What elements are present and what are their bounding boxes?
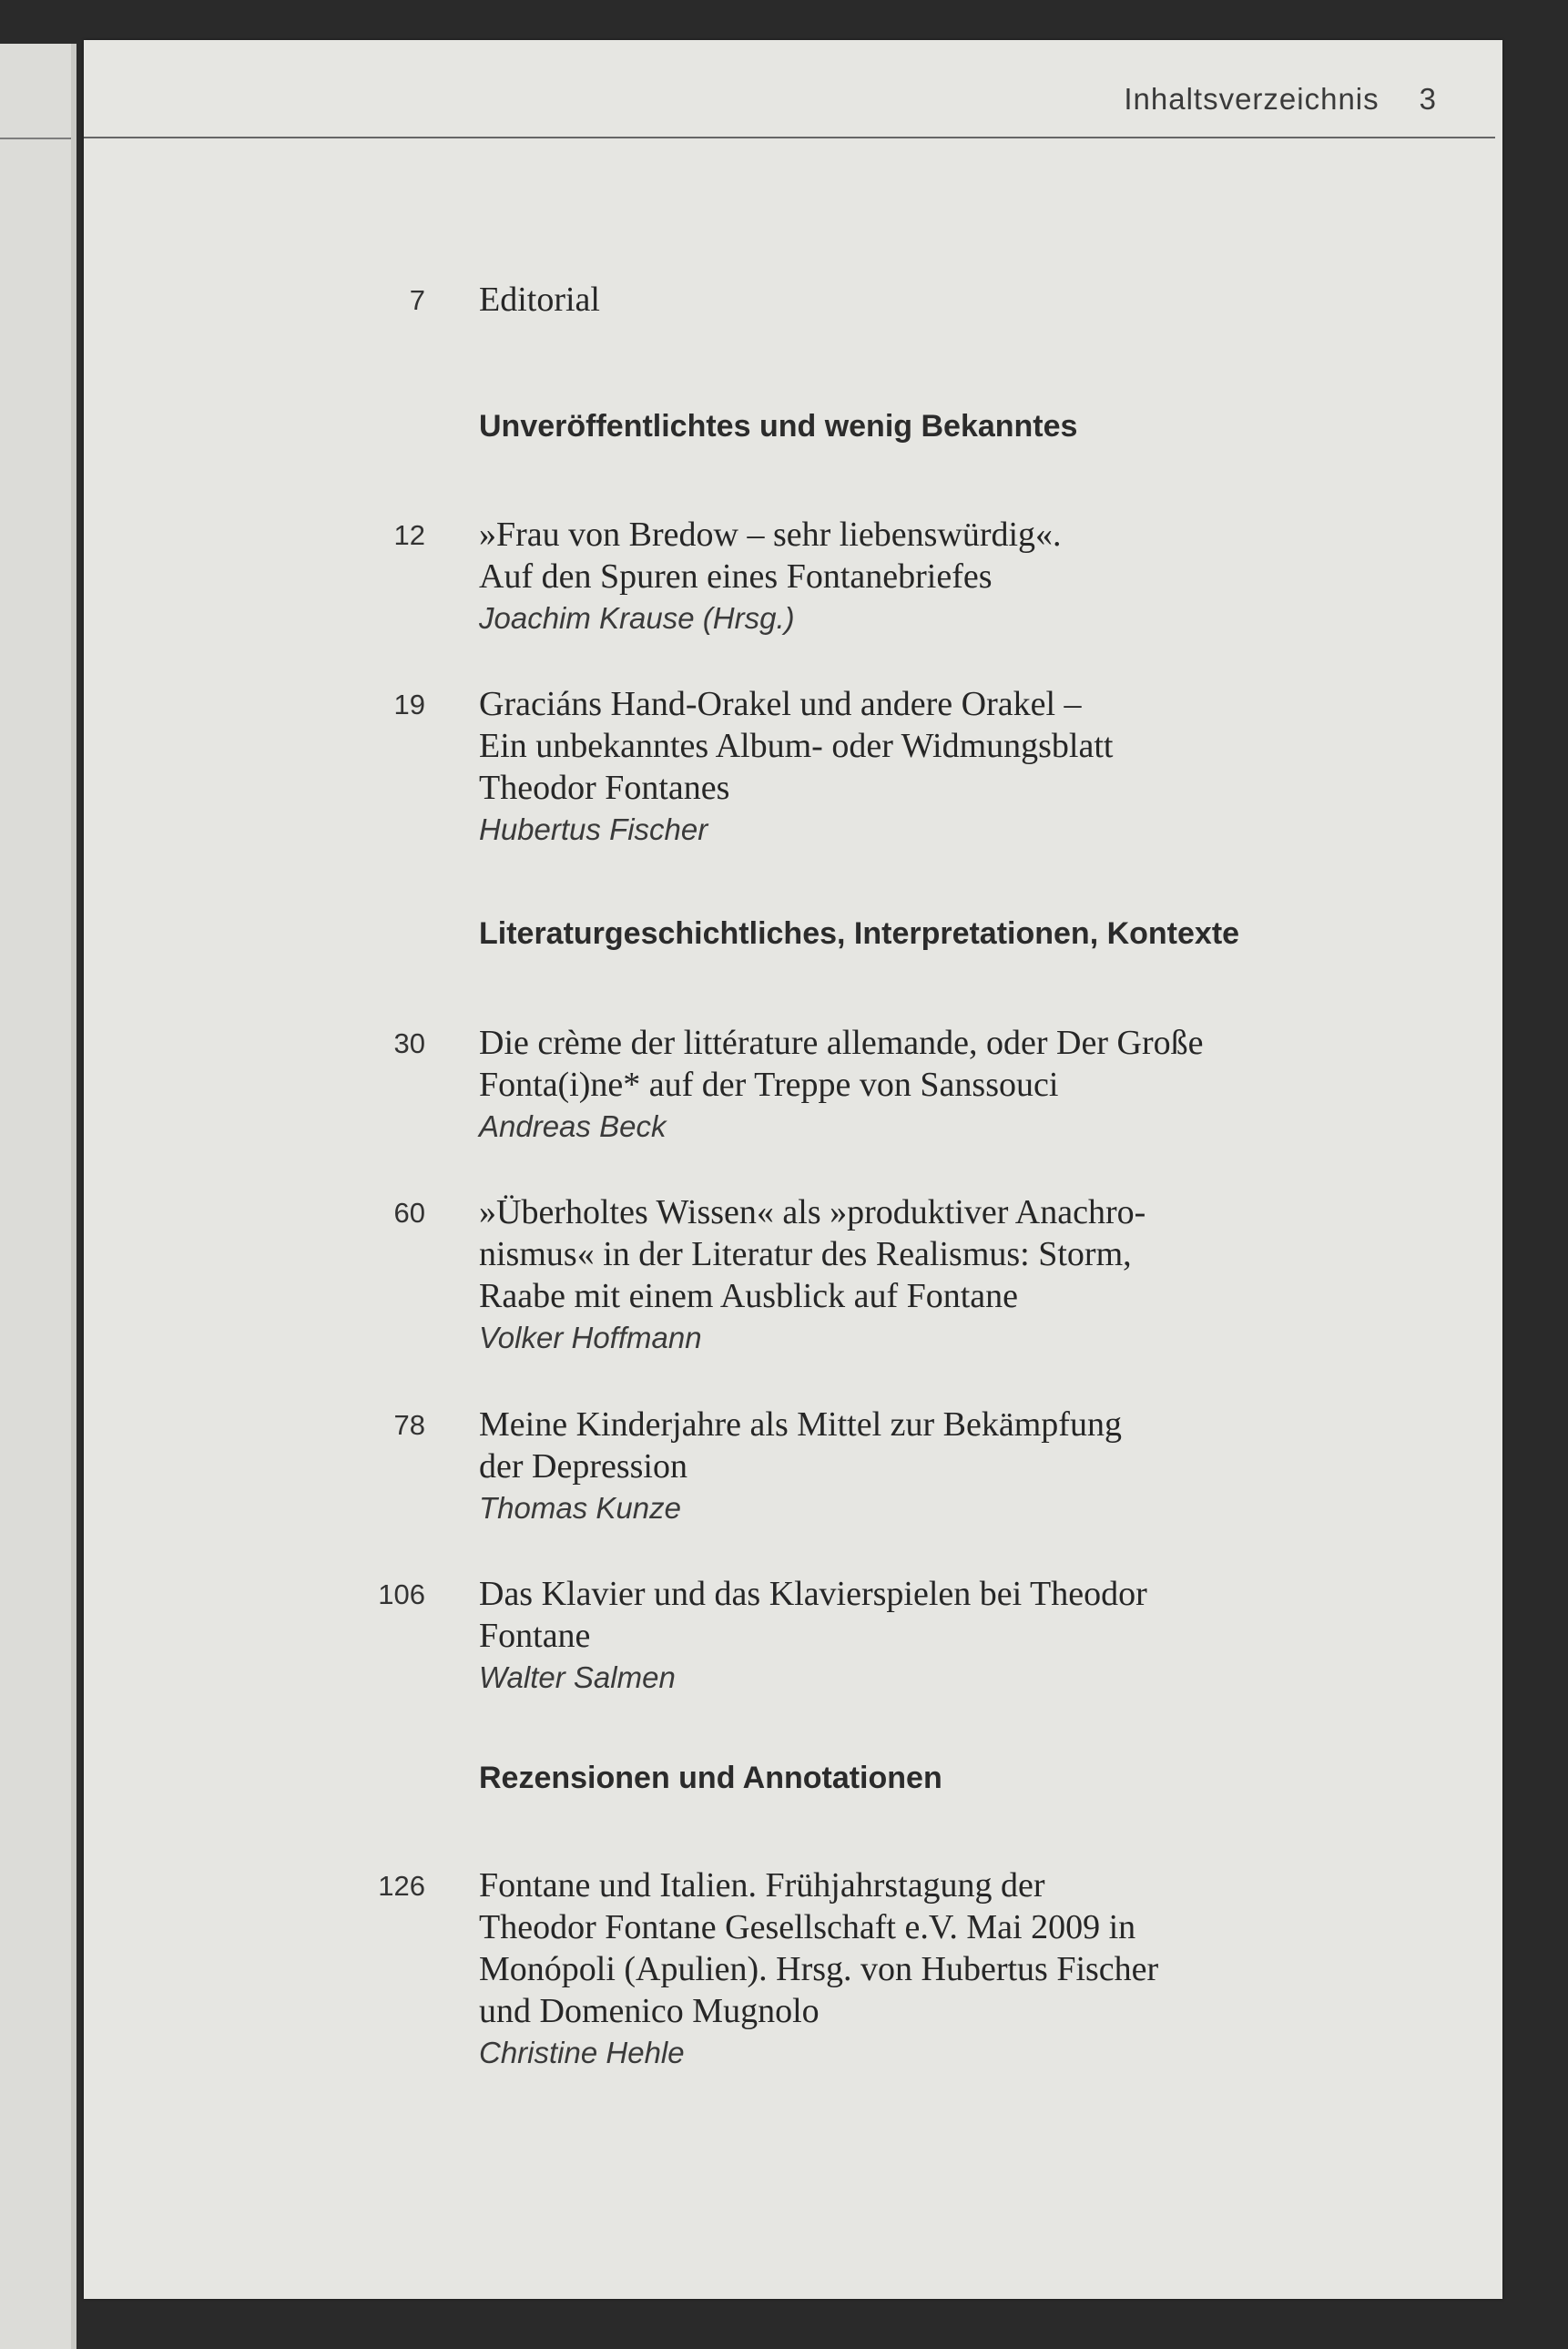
toc-title-line: »Überholtes Wissen« als »produktiver Anachro- bbox=[479, 1193, 1146, 1231]
toc-title-line: Das Klavier und das Klavierspielen bei Theodor bbox=[479, 1575, 1147, 1613]
running-title: Inhaltsverzeichnis bbox=[1124, 82, 1380, 116]
section-heading: Literaturgeschichtliches, Interpretationen, Kontexte bbox=[479, 916, 1240, 951]
toc-entry-body bbox=[479, 1191, 1426, 1359]
toc-author: Joachim Krause (Hrsg.) bbox=[479, 601, 795, 635]
toc-entry-body bbox=[479, 1404, 1426, 1529]
toc-author: Walter Salmen bbox=[479, 1660, 676, 1694]
toc-title-line: nismus« in der Literatur des Realismus: Storm, bbox=[479, 1235, 1132, 1273]
toc-title-line: Fonta(i)ne* auf der Treppe von Sanssouci bbox=[479, 1066, 1059, 1104]
toc-title-line: Monópoli (Apulien). Hrsg. von Hubertus Fischer bbox=[479, 1950, 1159, 1988]
toc-author: Hubertus Fischer bbox=[479, 812, 708, 846]
toc-title-line: Meine Kinderjahre als Mittel zur Bekämpfung bbox=[479, 1405, 1122, 1444]
toc-entry-body bbox=[479, 1864, 1426, 2074]
toc-title-line: der Depression bbox=[479, 1447, 687, 1486]
toc-title-line: Die crème der littérature allemande, oder Der Große bbox=[479, 1024, 1204, 1062]
toc-page-number: 7 bbox=[409, 284, 425, 316]
toc-page-number: 106 bbox=[378, 1578, 425, 1610]
facing-page-edge bbox=[0, 44, 76, 2349]
toc-entry-body bbox=[479, 683, 1426, 851]
toc-title-line: Raabe mit einem Ausblick auf Fontane bbox=[479, 1277, 1019, 1315]
toc-title-line: Auf den Spuren eines Fontanebriefes bbox=[479, 557, 993, 596]
toc-title-line: Editorial bbox=[479, 281, 600, 319]
toc-author: Thomas Kunze bbox=[479, 1491, 681, 1525]
toc-title-line: Graciáns Hand-Orakel und andere Orakel – bbox=[479, 685, 1082, 723]
toc-page-number: 60 bbox=[393, 1197, 425, 1229]
page-number: 3 bbox=[1419, 82, 1437, 116]
toc-title-line: »Frau von Bredow – sehr liebenswürdig«. bbox=[479, 516, 1062, 554]
toc-entry-body bbox=[479, 514, 1426, 639]
toc-author: Volker Hoffmann bbox=[479, 1321, 702, 1354]
toc-author: Christine Hehle bbox=[479, 2036, 685, 2069]
running-head bbox=[1124, 82, 1437, 117]
section-heading: Unveröffentlichtes und wenig Bekanntes bbox=[479, 409, 1078, 444]
toc-title-line: und Domenico Mugnolo bbox=[479, 1992, 820, 2030]
header-rule bbox=[84, 137, 1495, 138]
toc-title-line: Theodor Fontanes bbox=[479, 769, 730, 807]
toc-page-number: 126 bbox=[378, 1870, 425, 1902]
toc-title-line: Theodor Fontane Gesellschaft e.V. Mai 2009 in bbox=[479, 1908, 1136, 1946]
toc-page-number: 30 bbox=[393, 1027, 425, 1059]
toc-title-line: Fontane bbox=[479, 1617, 591, 1655]
toc-author: Andreas Beck bbox=[479, 1109, 667, 1143]
toc-title-line: Ein unbekanntes Album- oder Widmungsblatt bbox=[479, 727, 1114, 765]
book-page bbox=[84, 40, 1502, 2299]
toc-entry-body bbox=[479, 1573, 1426, 1699]
toc-page-number: 19 bbox=[393, 689, 425, 720]
section-heading: Rezensionen und Annotationen bbox=[479, 1761, 942, 1795]
toc-page-number: 78 bbox=[393, 1409, 425, 1441]
toc-entry-body bbox=[479, 1022, 1426, 1148]
toc-page-number: 12 bbox=[393, 519, 425, 551]
toc-title-line: Fontane und Italien. Frühjahrstagung der bbox=[479, 1866, 1045, 1905]
toc-entry-body bbox=[479, 279, 1426, 321]
facing-page-rule bbox=[0, 138, 71, 139]
